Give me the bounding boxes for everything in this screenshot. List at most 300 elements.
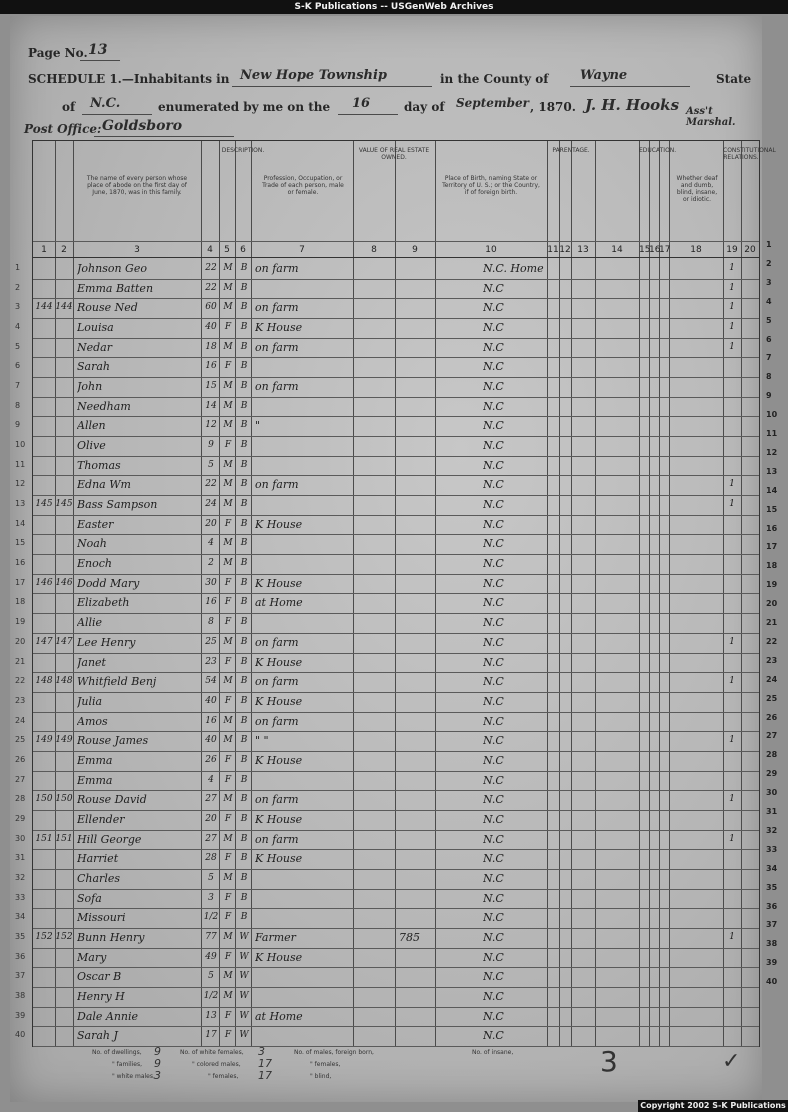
row-number-left: 1	[15, 263, 21, 272]
male-citizen-cell	[723, 889, 741, 909]
personal-estate-cell	[399, 416, 435, 436]
age-cell: 40	[205, 695, 217, 706]
birthplace-cell: N.C	[483, 675, 504, 689]
disfranchised-cell	[741, 377, 759, 397]
row-number-right: 37	[766, 920, 778, 930]
table-row	[15, 279, 759, 299]
occupation-cell: K House	[255, 321, 303, 335]
birthplace-cell: N.C. Home	[483, 262, 544, 275]
table-row	[15, 515, 759, 535]
row-number-left: 35	[15, 931, 26, 941]
real-estate-cell	[357, 298, 395, 318]
color-cell: B	[240, 282, 248, 293]
age-cell: 16	[205, 597, 217, 608]
birthplace-cell: N.C	[483, 596, 504, 610]
birthplace-cell: N.C	[483, 616, 504, 630]
row-number-right: 8	[766, 372, 772, 382]
table-row	[15, 771, 759, 791]
birthplace-cell: N.C	[483, 852, 504, 866]
person-name: Needham	[77, 399, 131, 413]
column-number: 20	[744, 245, 756, 255]
disfranchised-cell	[741, 987, 759, 1007]
color-cell: B	[240, 617, 248, 628]
personal-estate-cell	[399, 613, 435, 633]
male-citizen-cell	[723, 613, 741, 633]
sex-cell: M	[223, 381, 233, 392]
birthplace-cell: N.C	[483, 321, 504, 335]
male-citizen-cell	[723, 436, 741, 456]
sex-cell: M	[223, 282, 233, 293]
row-number-right: 20	[766, 599, 778, 609]
real-estate-cell	[357, 672, 395, 692]
sex-cell: M	[223, 833, 233, 844]
family-number	[55, 849, 73, 869]
day-of-label: day of	[404, 100, 445, 114]
color-cell: B	[240, 656, 248, 667]
occupation-cell	[255, 889, 353, 909]
sex-cell: M	[223, 931, 233, 942]
age-cell: 2	[208, 558, 214, 569]
males-foreign-label: No. of males, foreign born,	[294, 1049, 374, 1056]
family-number	[55, 318, 73, 338]
color-cell: B	[240, 892, 248, 903]
sex-cell: F	[224, 322, 232, 333]
disfranchised-cell	[741, 397, 759, 417]
color-cell: B	[240, 872, 248, 883]
person-name: Emma Batten	[77, 281, 154, 295]
color-cell: W	[239, 1010, 249, 1021]
sex-cell: M	[223, 971, 233, 982]
row-number-left: 8	[15, 400, 21, 410]
table-row	[15, 712, 759, 732]
row-number-right: 22	[766, 636, 778, 646]
age-cell: 17	[205, 1030, 217, 1041]
disfranchised-cell	[741, 456, 759, 476]
occupation-cell: on farm	[255, 675, 299, 689]
personal-estate-cell	[399, 456, 435, 476]
table-row	[15, 928, 759, 948]
dwelling-number	[33, 967, 55, 987]
disfranchised-cell	[741, 593, 759, 613]
real-estate-cell	[357, 554, 395, 574]
age-cell: 49	[205, 951, 217, 962]
table-row	[15, 338, 759, 358]
colored-males-value: 17	[258, 1057, 272, 1070]
marshal-signature: J. H. Hooks	[585, 96, 680, 114]
row-number-left: 34	[15, 912, 26, 922]
birthplace-cell: N.C	[483, 419, 504, 433]
sex-cell: M	[223, 636, 233, 647]
table-row	[15, 574, 759, 594]
personal-estate-cell	[399, 830, 435, 850]
real-estate-cell	[357, 574, 395, 594]
table-row	[15, 810, 759, 830]
row-number-right: 11	[766, 429, 778, 438]
row-number-right: 23	[766, 655, 778, 665]
females-label: " females,	[310, 1061, 341, 1068]
state-label: State	[716, 72, 752, 86]
color-cell: B	[240, 558, 248, 569]
sex-cell: F	[224, 853, 232, 864]
real-estate-cell	[357, 534, 395, 554]
male-citizen-cell	[723, 456, 741, 476]
row-number-left: 38	[15, 990, 26, 1000]
birthplace-cell: N.C	[483, 380, 504, 394]
age-cell: 30	[205, 577, 217, 588]
occupation-cell: Farmer	[255, 930, 296, 944]
person-name: Janet	[77, 655, 106, 669]
occupation-cell	[255, 534, 353, 554]
occupation-cell: K House	[255, 694, 303, 708]
family-number	[55, 397, 73, 417]
personal-estate-cell	[399, 298, 435, 318]
row-number-right: 33	[766, 844, 778, 854]
birthplace-cell: N.C	[483, 301, 504, 315]
sex-cell: F	[224, 912, 232, 923]
color-cell: B	[240, 479, 248, 490]
birthplace-cell: N.C	[483, 989, 504, 1003]
row-number-right: 5	[766, 315, 772, 325]
color-cell: B	[240, 361, 248, 372]
table-row	[15, 633, 759, 653]
dwelling-number: 145	[35, 499, 53, 510]
person-name: Bass Sampson	[77, 498, 158, 512]
real-estate-cell	[357, 771, 395, 791]
row-number-right: 29	[766, 769, 778, 779]
row-number-left: 15	[15, 538, 26, 548]
personal-estate-cell	[399, 967, 435, 987]
table-row	[15, 357, 759, 377]
male-citizen-cell	[723, 849, 741, 869]
sex-cell: M	[223, 538, 233, 549]
dwelling-number: 151	[35, 833, 53, 844]
color-cell: W	[239, 990, 249, 1001]
column-number: 12	[559, 245, 571, 255]
row-number-right: 2	[766, 258, 772, 268]
age-cell: 15	[205, 381, 217, 392]
family-number	[55, 515, 73, 535]
sex-cell: F	[224, 577, 232, 588]
white-females-value: 3	[258, 1045, 265, 1058]
color-cell: B	[240, 322, 248, 333]
dwelling-number: 144	[35, 302, 53, 313]
color-cell: B	[240, 420, 248, 431]
sex-cell: F	[224, 440, 232, 451]
person-name: Rouse James	[77, 734, 149, 748]
personal-estate-cell	[399, 771, 435, 791]
census-table	[15, 140, 776, 1047]
copyright-notice: Copyright 2002 S-K Publications	[638, 1100, 788, 1112]
table-row	[15, 908, 759, 928]
birthplace-cell: N.C	[483, 517, 504, 531]
row-number-right: 18	[766, 561, 778, 571]
row-number-right: 19	[766, 580, 778, 590]
disfranchised-cell	[741, 692, 759, 712]
row-number-left: 5	[15, 341, 21, 351]
family-number	[55, 377, 73, 397]
row-number-left: 23	[15, 695, 26, 705]
person-name: Mary	[77, 950, 107, 964]
sex-cell: F	[224, 361, 232, 372]
row-number-left: 7	[15, 381, 21, 391]
row-number-right: 9	[766, 391, 772, 401]
dwelling-number	[33, 712, 55, 732]
color-cell: B	[240, 833, 248, 844]
row-number-right: 21	[766, 618, 778, 627]
person-name: Sarah J	[77, 1029, 118, 1043]
person-name: Sarah	[77, 360, 110, 374]
family-number	[55, 810, 73, 830]
sex-cell: F	[224, 892, 232, 903]
dwelling-number	[33, 436, 55, 456]
real-estate-cell	[357, 928, 395, 948]
color-cell: B	[240, 715, 248, 726]
birthplace-cell: N.C	[483, 773, 504, 787]
male-citizen-cell: 1	[729, 479, 735, 490]
person-name: Amos	[77, 714, 108, 728]
heading-description: DESCRIPTION.	[221, 147, 265, 154]
color-cell: W	[239, 971, 249, 982]
age-cell: 12	[205, 420, 217, 431]
personal-estate-cell	[399, 357, 435, 377]
birthplace-cell: N.C	[483, 911, 504, 925]
family-number: 147	[55, 636, 73, 647]
row-number-left: 6	[15, 361, 21, 371]
person-name: Noah	[77, 537, 107, 551]
personal-estate-cell	[399, 593, 435, 613]
birthplace-cell: N.C	[483, 478, 504, 492]
census-sheet	[10, 16, 776, 1102]
personal-estate-cell	[399, 889, 435, 909]
color-cell: B	[240, 912, 248, 923]
person-name: Dodd Mary	[77, 576, 140, 590]
personal-estate-cell	[399, 731, 435, 751]
white-males-value: 3	[154, 1069, 161, 1082]
dwelling-number	[33, 377, 55, 397]
real-estate-cell	[357, 495, 395, 515]
row-number-right: 24	[766, 674, 778, 684]
table-row	[15, 456, 759, 476]
personal-estate-cell	[399, 987, 435, 1007]
family-number	[55, 948, 73, 968]
age-cell: 4	[208, 774, 214, 785]
age-cell: 25	[205, 636, 217, 647]
dwelling-number	[33, 554, 55, 574]
color-cell: B	[240, 774, 248, 785]
occupation-cell: K House	[255, 812, 303, 826]
male-citizen-cell	[723, 771, 741, 791]
sex-cell: M	[223, 794, 233, 805]
column-number: 8	[371, 245, 377, 255]
sex-cell: M	[223, 341, 233, 352]
row-number-left: 12	[15, 479, 26, 489]
age-cell: 40	[205, 735, 217, 746]
row-number-right: 32	[766, 825, 778, 835]
age-cell: 28	[205, 853, 217, 864]
family-number	[55, 593, 73, 613]
birthplace-cell: N.C	[483, 498, 504, 512]
table-row	[15, 436, 759, 456]
birthplace-cell: N.C	[483, 694, 504, 708]
column-number: 17	[659, 245, 671, 255]
row-number-left: 3	[15, 302, 21, 312]
row-number-left: 19	[15, 617, 26, 627]
family-number	[55, 357, 73, 377]
birthplace-cell: N.C	[483, 1009, 504, 1023]
sex-cell: M	[223, 479, 233, 490]
sex-cell: F	[224, 695, 232, 706]
table-row	[15, 475, 759, 495]
real-estate-cell	[357, 357, 395, 377]
personal-estate-cell	[399, 633, 435, 653]
row-number-right: 14	[766, 485, 778, 495]
table-row	[15, 1007, 759, 1027]
page-tally: 3	[600, 1045, 618, 1078]
dwellings-label: No. of dwellings,	[92, 1049, 142, 1056]
dwelling-number	[33, 1026, 55, 1046]
birthplace-cell: N.C	[483, 930, 504, 944]
sex-cell: M	[223, 400, 233, 411]
disfranchised-cell	[741, 1007, 759, 1027]
column-number: 4	[207, 245, 213, 255]
personal-estate-cell	[399, 908, 435, 928]
colored-females-label: " females,	[208, 1073, 239, 1080]
age-cell: 8	[208, 617, 214, 628]
age-cell: 60	[205, 302, 217, 313]
occupation-cell: K House	[255, 950, 303, 964]
male-citizen-cell	[723, 1007, 741, 1027]
person-name: Enoch	[77, 557, 112, 571]
age-cell: 26	[205, 754, 217, 765]
disfranchised-cell	[741, 436, 759, 456]
dwelling-number	[33, 869, 55, 889]
occupation-cell	[255, 908, 353, 928]
occupation-cell: on farm	[255, 340, 299, 354]
table-row	[15, 967, 759, 987]
age-cell: 54	[205, 676, 217, 687]
dwelling-number	[33, 948, 55, 968]
color-cell: B	[240, 695, 248, 706]
birthplace-cell: N.C	[483, 557, 504, 571]
day-value: 16	[352, 96, 371, 111]
row-number-right: 39	[766, 958, 778, 968]
person-name: Harriet	[77, 852, 119, 866]
white-females-label: No. of white females,	[180, 1049, 244, 1056]
post-office-value: Goldsboro	[102, 118, 183, 134]
row-number-right: 6	[766, 334, 772, 344]
real-estate-cell	[357, 849, 395, 869]
disfranchised-cell	[741, 279, 759, 299]
table-row	[15, 830, 759, 850]
row-number-right: 15	[766, 504, 778, 514]
row-number-right: 28	[766, 750, 778, 760]
family-number: 149	[55, 735, 73, 746]
male-citizen-cell: 1	[729, 735, 735, 746]
county-label: in the County of	[440, 72, 549, 86]
age-cell: 1/2	[203, 912, 219, 923]
male-citizen-cell	[723, 416, 741, 436]
male-citizen-cell	[723, 515, 741, 535]
family-number	[55, 889, 73, 909]
row-number-left: 21	[15, 656, 26, 666]
heading-occupation: Profession, Occupation, or Trade of each person, male or female.	[262, 175, 344, 196]
dwelling-number: 146	[35, 577, 53, 588]
row-number-left: 20	[15, 636, 26, 646]
person-name: Nedar	[77, 340, 112, 354]
real-estate-cell	[357, 653, 395, 673]
age-cell: 3	[208, 892, 214, 903]
male-citizen-cell	[723, 574, 741, 594]
family-number: 145	[55, 499, 73, 510]
heading-constitutional: CONSTITUTIONAL RELATIONS.	[723, 147, 776, 161]
personal-estate-cell: 785	[399, 930, 420, 944]
male-citizen-cell: 1	[729, 282, 735, 293]
person-name: Lee Henry	[77, 635, 136, 649]
row-number-right: 4	[766, 296, 772, 306]
birthplace-cell: N.C	[483, 714, 504, 728]
birthplace-cell: N.C	[483, 340, 504, 354]
sex-cell: M	[223, 302, 233, 313]
row-number-left: 31	[15, 853, 26, 863]
row-number-right: 12	[766, 447, 778, 457]
real-estate-cell	[357, 613, 395, 633]
age-cell: 23	[205, 656, 217, 667]
row-number-left: 39	[15, 1010, 26, 1020]
age-cell: 16	[205, 715, 217, 726]
personal-estate-cell	[399, 377, 435, 397]
row-number-right: 27	[766, 731, 778, 741]
male-citizen-cell: 1	[729, 341, 735, 352]
row-number-right: 7	[766, 353, 772, 363]
row-number-left: 4	[15, 322, 21, 332]
male-citizen-cell	[723, 987, 741, 1007]
personal-estate-cell	[399, 574, 435, 594]
real-estate-cell	[357, 318, 395, 338]
male-citizen-cell	[723, 593, 741, 613]
dwelling-number	[33, 456, 55, 476]
birthplace-cell: N.C	[483, 281, 504, 295]
real-estate-cell	[357, 259, 395, 279]
occupation-cell: at Home	[255, 596, 303, 610]
occupation-cell: on farm	[255, 793, 299, 807]
column-number: 6	[240, 245, 246, 255]
row-number-left: 33	[15, 892, 26, 902]
occupation-cell	[255, 1026, 353, 1046]
disfranchised-cell	[741, 712, 759, 732]
disfranchised-cell	[741, 790, 759, 810]
real-estate-cell	[357, 869, 395, 889]
person-name: Oscar B	[77, 970, 122, 984]
real-estate-cell	[357, 712, 395, 732]
column-number: 13	[577, 245, 589, 255]
table-row	[15, 849, 759, 869]
occupation-cell	[255, 771, 353, 791]
male-citizen-cell	[723, 712, 741, 732]
dwelling-number: 150	[35, 794, 53, 805]
row-number-left: 16	[15, 558, 26, 568]
dwelling-number	[33, 987, 55, 1007]
person-name: Emma	[77, 773, 113, 787]
family-number	[55, 259, 73, 279]
sex-cell: F	[224, 754, 232, 765]
occupation-cell: K House	[255, 753, 303, 767]
dwelling-number	[33, 534, 55, 554]
column-number: 18	[690, 245, 702, 255]
real-estate-cell	[357, 397, 395, 417]
disfranchised-cell	[741, 357, 759, 377]
table-row	[15, 948, 759, 968]
sex-cell: M	[223, 459, 233, 470]
